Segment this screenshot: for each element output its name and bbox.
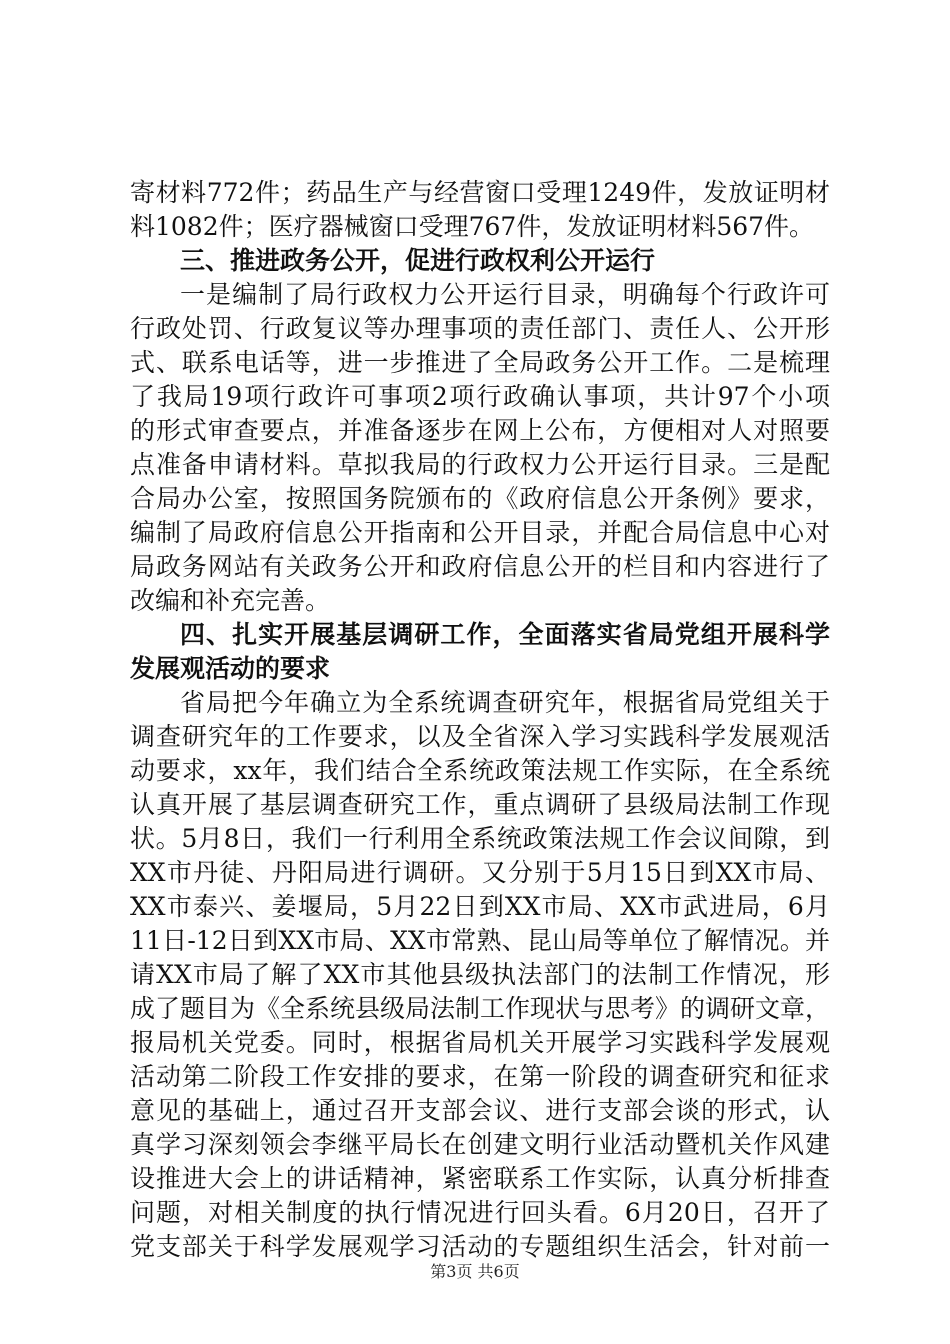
paragraph-line: 的形式审查要点，并准备逐步在网上公布，方便相对人对照要	[130, 416, 830, 445]
paragraph-line: 调查研究年的工作要求，以及全省深入学习实践科学发展观活	[130, 722, 830, 751]
paragraph-line: XX市丹徒、丹阳局进行调研。又分别于5月15日到XX市局、	[130, 858, 830, 887]
paragraph-line: 11日-12日到XX市局、XX市常熟、昆山局等单位了解情况。并	[130, 926, 830, 955]
section-heading-line: 三、推进政务公开，促进行政权利公开运行	[180, 246, 656, 275]
paragraph-line: 成了题目为《全系统县级局法制工作现状与思考》的调研文章，	[130, 994, 831, 1023]
paragraph-line: 认真开展了基层调查研究工作，重点调研了县级局法制工作现	[130, 790, 830, 819]
section-heading-line: 四、扎实开展基层调研工作，全面落实省局党组开展科学	[180, 620, 830, 649]
paragraph-line: 点准备申请材料。草拟我局的行政权力公开运行目录。三是配	[130, 450, 830, 479]
paragraph-line: 请XX市局了解了XX市其他县级执法部门的法制工作情况，形	[130, 960, 830, 989]
paragraph-line: 动要求，xx年，我们结合全系统政策法规工作实际，在全系统	[130, 756, 830, 785]
paragraph-line: 改编和补充完善。	[130, 586, 331, 615]
paragraph-line: 编制了局政府信息公开指南和公开目录，并配合局信息中心对	[130, 518, 830, 547]
paragraph-line: 省局把今年确立为全系统调查研究年，根据省局党组关于	[180, 688, 830, 717]
paragraph-line: 了我局19项行政许可事项2项行政确认事项，共计97个小项	[130, 382, 830, 411]
paragraph-line: 寄材料772件；药品生产与经营窗口受理1249件，发放证明材	[130, 178, 830, 207]
paragraph-line: 设推进大会上的讲话精神，紧密联系工作实际，认真分析排查	[130, 1164, 830, 1193]
paragraph-line: 状。5月8日，我们一行利用全系统政策法规工作会议间隙，到	[130, 824, 830, 853]
paragraph-line: 料1082件；医疗器械窗口受理767件，发放证明材料567件。	[130, 212, 815, 241]
paragraph-line: 问题，对相关制度的执行情况进行回头看。6月20日，召开了	[130, 1198, 830, 1227]
paragraph-line: 报局机关党委。同时，根据省局机关开展学习实践科学发展观	[130, 1028, 830, 1057]
paragraph-line: 党支部关于科学发展观学习活动的专题组织生活会，针对前一	[130, 1232, 830, 1261]
paragraph-line: 一是编制了局行政权力公开运行目录，明确每个行政许可	[180, 280, 830, 309]
page-number: 第3页 共6页	[430, 1262, 520, 1281]
paragraph-line: 合局办公室，按照国务院颁布的《政府信息公开条例》要求，	[130, 484, 830, 513]
paragraph-line: XX市泰兴、姜堰局，5月22日到XX市局、XX市武进局，6月	[130, 892, 830, 921]
paragraph-line: 行政处罚、行政复议等办理事项的责任部门、责任人、公开形	[130, 314, 830, 343]
page-footer	[0, 1262, 950, 1282]
paragraph-line: 式、联系电话等，进一步推进了全局政务公开工作。二是梳理	[130, 348, 830, 377]
paragraph-line: 意见的基础上，通过召开支部会议、进行支部会谈的形式，认	[130, 1096, 830, 1125]
paragraph-line: 真学习深刻领会李继平局长在创建文明行业活动暨机关作风建	[130, 1130, 830, 1159]
section-heading-line: 发展观活动的要求	[130, 654, 331, 683]
document-body	[130, 176, 830, 1264]
paragraph-line: 局政务网站有关政务公开和政府信息公开的栏目和内容进行了	[130, 552, 830, 581]
paragraph-line: 活动第二阶段工作安排的要求，在第一阶段的调查研究和征求	[130, 1062, 830, 1091]
